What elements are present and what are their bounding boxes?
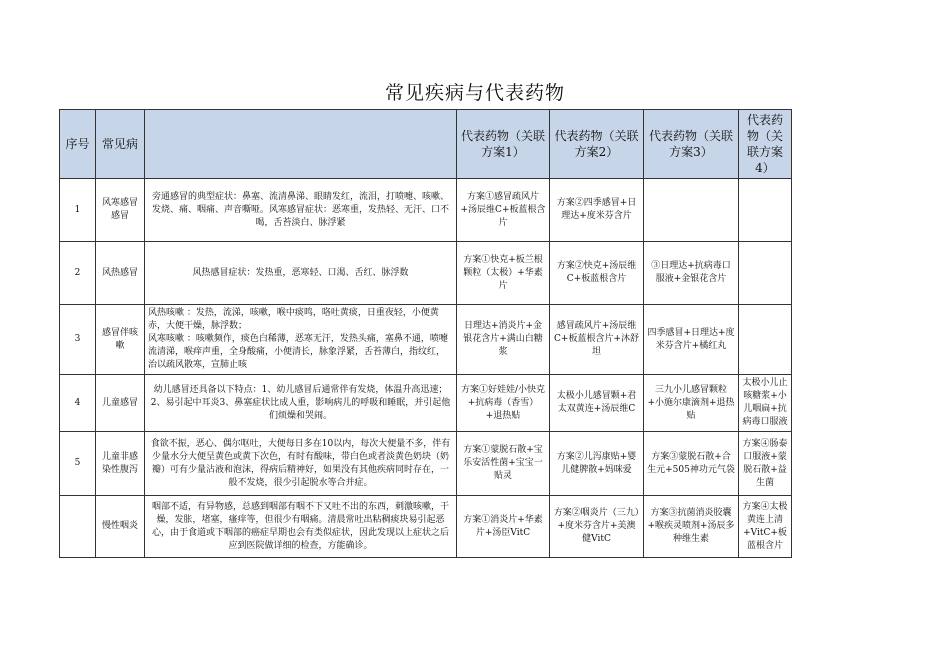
row-plan3: 方案③抗菌消炎胶囊+喉疾灵喷剂+汤辰多种维生素 [644,496,739,558]
row-plan3: 三九小儿感冒颗粒+小施尔康滴剂+退热贴 [644,375,739,432]
row-description: 风热感冒症状：发热重，恶寒轻、口渴、舌红、脉浮数 [145,242,457,305]
row-plan2: 感冒疏风片+汤辰维C+板蓝根含片+沐舒坦 [550,305,644,375]
row-disease: 风寒感冒感冒 [96,179,145,242]
row-index: 1 [60,179,96,242]
table-row [60,179,792,242]
header-description [145,110,457,179]
row-disease: 慢性咽炎 [96,496,145,558]
row-description: 风热咳嗽 ：发热，流涕，咳嗽，喉中痰鸣，咯吐黄痰，日重夜轻，小便黄赤，大便干燥，脉浮数； 风寒咳嗽 ：咳嗽频作，痰色白稀薄，恶寒无汗，发热头痛，塞鼻不通，喷嚏流清涕，喉痒声重，全身酸痛，小便清长，脉象浮紧，舌苔薄白，指纹红，治以疏风散寒，宣肺止咳 [145,305,457,375]
header-index: 序号 [60,110,96,179]
row-plan2: 方案②咽炎片（三九）+度米芬含片+美澳健VitC [550,496,644,558]
page-title: 常见疾病与代表药物 [384,82,565,104]
row-plan4 [739,305,792,375]
row-plan2: 方案②儿泻康贴+婴儿健脾散+妈咪爱 [550,432,644,496]
header-disease: 常见病 [96,110,145,179]
header-plan1: 代表药物（关联方案1） [457,110,550,179]
table-row [60,375,792,432]
row-plan2: 方案②快克+汤辰维C+板蓝根含片 [550,242,644,305]
row-plan3: ③日理达+抗病毒口服液+金银花含片 [644,242,739,305]
row-plan2: 方案②四季感冒+日理达+度米芬含片 [550,179,644,242]
table-row [60,242,792,305]
header-plan4: 代表药物（关联方案4） [739,110,792,179]
row-disease: 儿童非感染性腹泻 [96,432,145,496]
row-plan4: 太极小儿止咳糖浆+小儿咽扁+抗病毒口服液 [739,375,792,432]
row-plan3: 方案③蒙脱石散+合生元+505神功元气袋 [644,432,739,496]
row-plan4: 方案④肠泰口服液+蒙脱石散+益生菌 [739,432,792,496]
row-plan1: 方案①消炎片+华素片+汤臣VitC [457,496,550,558]
disease-drug-table [59,109,792,558]
header-row [60,110,792,179]
row-description: 食欲不振，恶心、偶尔呕吐，大便每日多在10以内，每次大便量不多，伴有少量水分大便呈黄色或黄下次色，有时有酸味，带白色或者淡黄色奶块（奶瓣）可有少量沾液和泡沫，得病后精神好，如果没有其他疾病同时存在，一般不发烧，很少引起脱水等合并症。 [145,432,457,496]
row-plan1: 方案①好娃娃/小快克+抗病毒（香雪）+退热贴 [457,375,550,432]
row-index: 5 [60,432,96,496]
row-description: 旁通感冒的典型症状：鼻塞、流清鼻涕、眼睛发红，流泪，打喷嚏、咳嗽、发烧、痛、咽痛、声音嘶哑。风寒感冒症状：恶寒重，发热轻、无汗、口不喝，舌苔淡白、脉浮紧 [145,179,457,242]
row-plan1: 方案①感冒疏风片+汤辰维C+板蓝根含片 [457,179,550,242]
row-plan3 [644,179,739,242]
row-plan4 [739,179,792,242]
row-plan1: 日理达+消炎片+金银花含片+满山白糖浆 [457,305,550,375]
row-plan1: 方案①快克+板兰根颗粒（太极）+华素片 [457,242,550,305]
row-plan3: 四季感冒+日理达+度米芬含片+橘红丸 [644,305,739,375]
row-index: 3 [60,305,96,375]
table-row [60,305,792,375]
header-plan2: 代表药物（关联方案2） [550,110,644,179]
row-disease: 儿童感冒 [96,375,145,432]
row-plan4 [739,242,792,305]
row-disease: 感冒伴咳嗽 [96,305,145,375]
row-plan2: 太极小儿感冒颗+君太双黄连+汤辰维C [550,375,644,432]
row-index: 2 [60,242,96,305]
table-row [60,432,792,496]
row-disease: 风热感冒 [96,242,145,305]
row-plan4: 方案④太极黄连上清+VitC+板蓝根含片 [739,496,792,558]
table-row [60,496,792,558]
row-description: 幼儿感冒还具备以下特点：1、幼儿感冒后通常伴有发烧，体温升高迅速；2、易引起中耳炎3、鼻塞症状比成人重，影响病儿的呼吸和睡眠，并引起他们烦燥和哭闹。 [145,375,457,432]
row-index: 4 [60,375,96,432]
row-index [60,496,96,558]
header-plan3: 代表药物（关联方案3） [644,110,739,179]
row-plan1: 方案①蒙脱石散+宝乐安活性菌+宝宝一贴灵 [457,432,550,496]
row-description: 咽部不适，有异物感，总感到咽部有咽不下又吐不出的东西，刺激咳嗽，干燥，发胀，堵塞，瘙痒等，但很少有咽痛。清晨常吐出粘稠痰块易引起恶心，由于食道或下咽部的癌症早期也会有类似症状，因此发现以上症状之后应到医院做详细的检查，方能确诊。 [145,496,457,558]
